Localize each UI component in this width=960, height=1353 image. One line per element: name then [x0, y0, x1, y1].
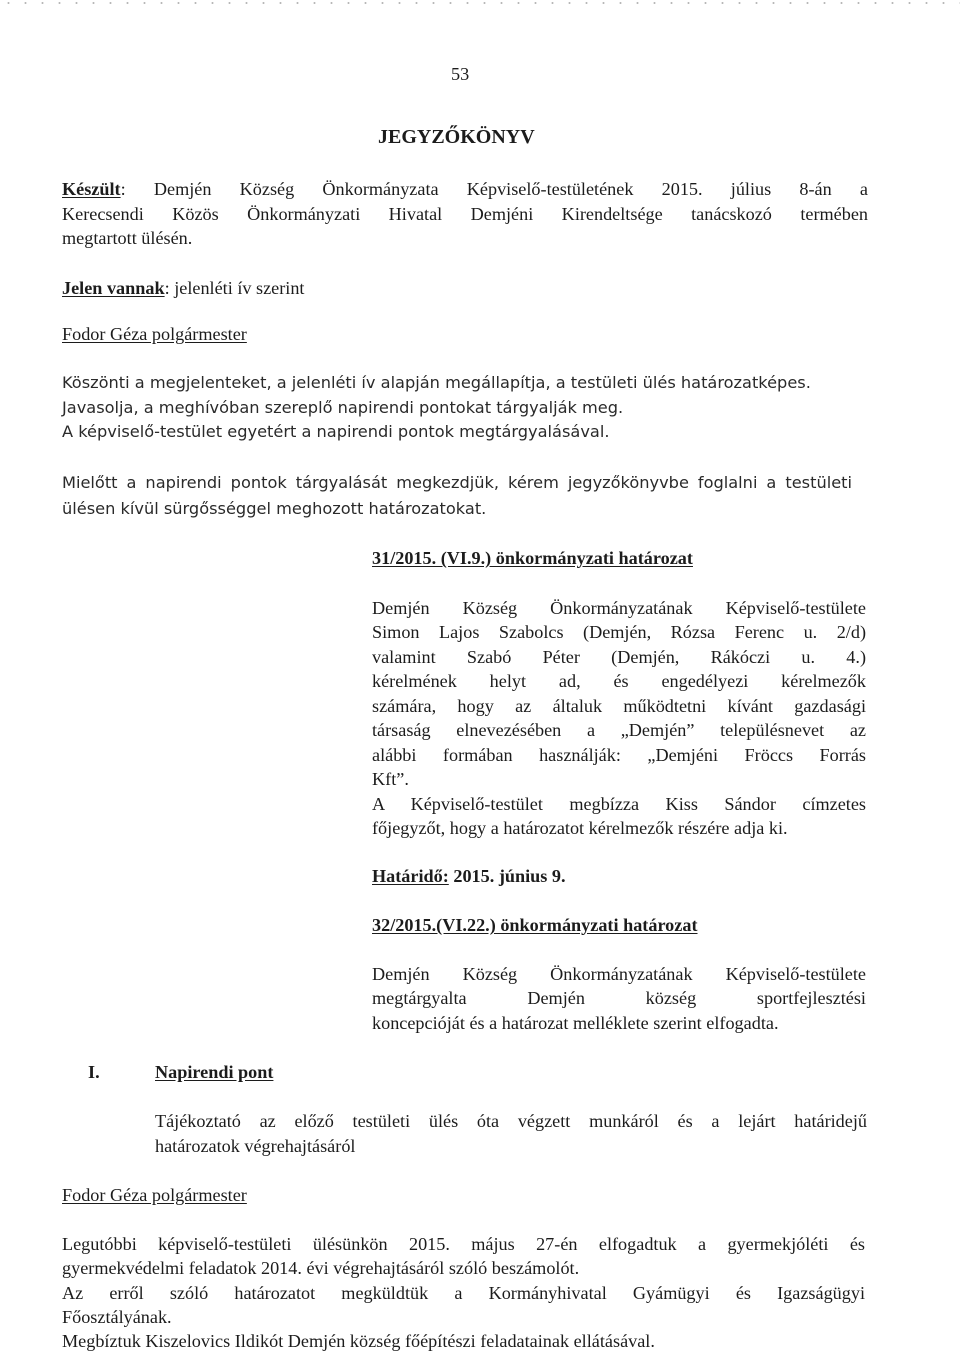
agenda-description-line-1: Tájékoztató az előző testületi ülés óta végzett munkáról és a lejárt határidejű — [155, 1111, 867, 1131]
speaker-mayor-2: Fodor Géza polgármester — [62, 1185, 247, 1205]
preamble-line-2: ülésen kívül sürgősséggel meghozott határozatokat. — [62, 499, 487, 518]
agenda-number: I. — [88, 1062, 100, 1082]
page-number: 53 — [451, 64, 470, 84]
deadline-value: 2015. június 9. — [448, 866, 566, 886]
greeting-line-1: Köszönti a megjelenteket, a jelenléti ív alapján megállapítja, a testületi ülés határozatképes. — [62, 373, 811, 392]
scan-edge-artifact — [0, 0, 960, 6]
report-line-1: Legutóbbi képviselő-testületi ülésünkön 2015. május 27-én elfogadtuk a gyermekjóléti és — [62, 1234, 865, 1254]
resolution-31-line: Simon Lajos Szabolcs (Demjén, Rózsa Ferenc u. 2/d) — [372, 622, 866, 642]
resolution-31-line: Demjén Község Önkormányzatának Képviselő-testülete — [372, 598, 866, 618]
resolution-31-line: számára, hogy az általuk működtetni kívánt gazdasági — [372, 696, 866, 716]
speaker-mayor: Fodor Géza polgármester — [62, 324, 247, 344]
attendance-line: Jelen vannak: jelenléti ív szerint — [62, 278, 305, 298]
resolution-31-line: társaság elnevezésében a „Demjén” településnevet az — [372, 720, 866, 740]
deadline-label: Határidő: — [372, 866, 449, 886]
agenda-heading: Napirendi pont — [155, 1062, 274, 1082]
resolution-31-line: valamint Szabó Péter (Demjén, Rákóczi u. 4.) — [372, 647, 866, 667]
resolution-32-title: 32/2015.(VI.22.) önkormányzati határozat — [372, 915, 698, 935]
preamble-line-1: Mielőtt a napirendi pontok tárgyalását megkezdjük, kérem jegyzőkönyvbe foglalni a testületi — [62, 473, 852, 492]
document-title: JEGYZŐKÖNYV — [378, 126, 535, 148]
resolution-31-line: kérelmének helyt ad, és engedélyezi kérelmezők — [372, 671, 866, 691]
resolution-31-deadline — [372, 864, 566, 888]
resolution-31-line: alábbi formában használják: „Demjéni Fröccs Forrás — [372, 745, 866, 765]
resolution-31-line: A Képviselő-testület megbízza Kiss Sándor címzetes — [372, 794, 866, 814]
resolution-32-line: Demjén Község Önkormányzatának Képviselő-testülete — [372, 964, 866, 984]
agenda-description-line-2: határozatok végrehajtásáról — [155, 1136, 356, 1156]
keszult-line-1: Készült: Demjén Község Önkormányzata Képviselő-testületének 2015. július 8-án a — [62, 179, 869, 199]
resolution-31-line: Kft”. — [372, 769, 409, 789]
attendance-label: Jelen vannak — [62, 278, 165, 298]
keszult-label: Készült — [62, 179, 121, 199]
report-line-3: Az erről szóló határozatot megküldtük a Kormányhivatal Gyámügyi és Igazságügyi — [62, 1283, 865, 1303]
greeting-line-3: A képviselő-testület egyetért a napirendi pontok megtárgyalásával. — [62, 422, 610, 441]
resolution-31-line: főjegyzőt, hogy a határozatot kérelmezők részére adja ki. — [372, 818, 788, 838]
report-line-4: Főosztályának. — [62, 1307, 172, 1327]
keszult-line-2: Kerecsendi Közös Önkormányzati Hivatal Demjéni Kirendeltsége tanácskozó termében — [62, 204, 868, 224]
resolution-32-line: koncepcióját és a határozat melléklete szerint elfogadta. — [372, 1013, 779, 1033]
report-line-2: gyermekvédelmi feladatok 2014. évi végrehajtásáról szóló beszámolót. — [62, 1258, 580, 1278]
resolution-32-line: megtárgyalta Demjén község sportfejlesztési — [372, 988, 866, 1008]
resolution-31-title: 31/2015. (VI.9.) önkormányzati határozat — [372, 548, 693, 568]
greeting-line-2: Javasolja, a meghívóban szereplő napirendi pontokat tárgyalják meg. — [62, 398, 624, 417]
report-line-5: Megbíztuk Kiszelovics Ildikót Demjén község főépítészi feladatainak ellátásával. — [62, 1331, 655, 1351]
keszult-line-3: megtartott ülésén. — [62, 228, 193, 248]
